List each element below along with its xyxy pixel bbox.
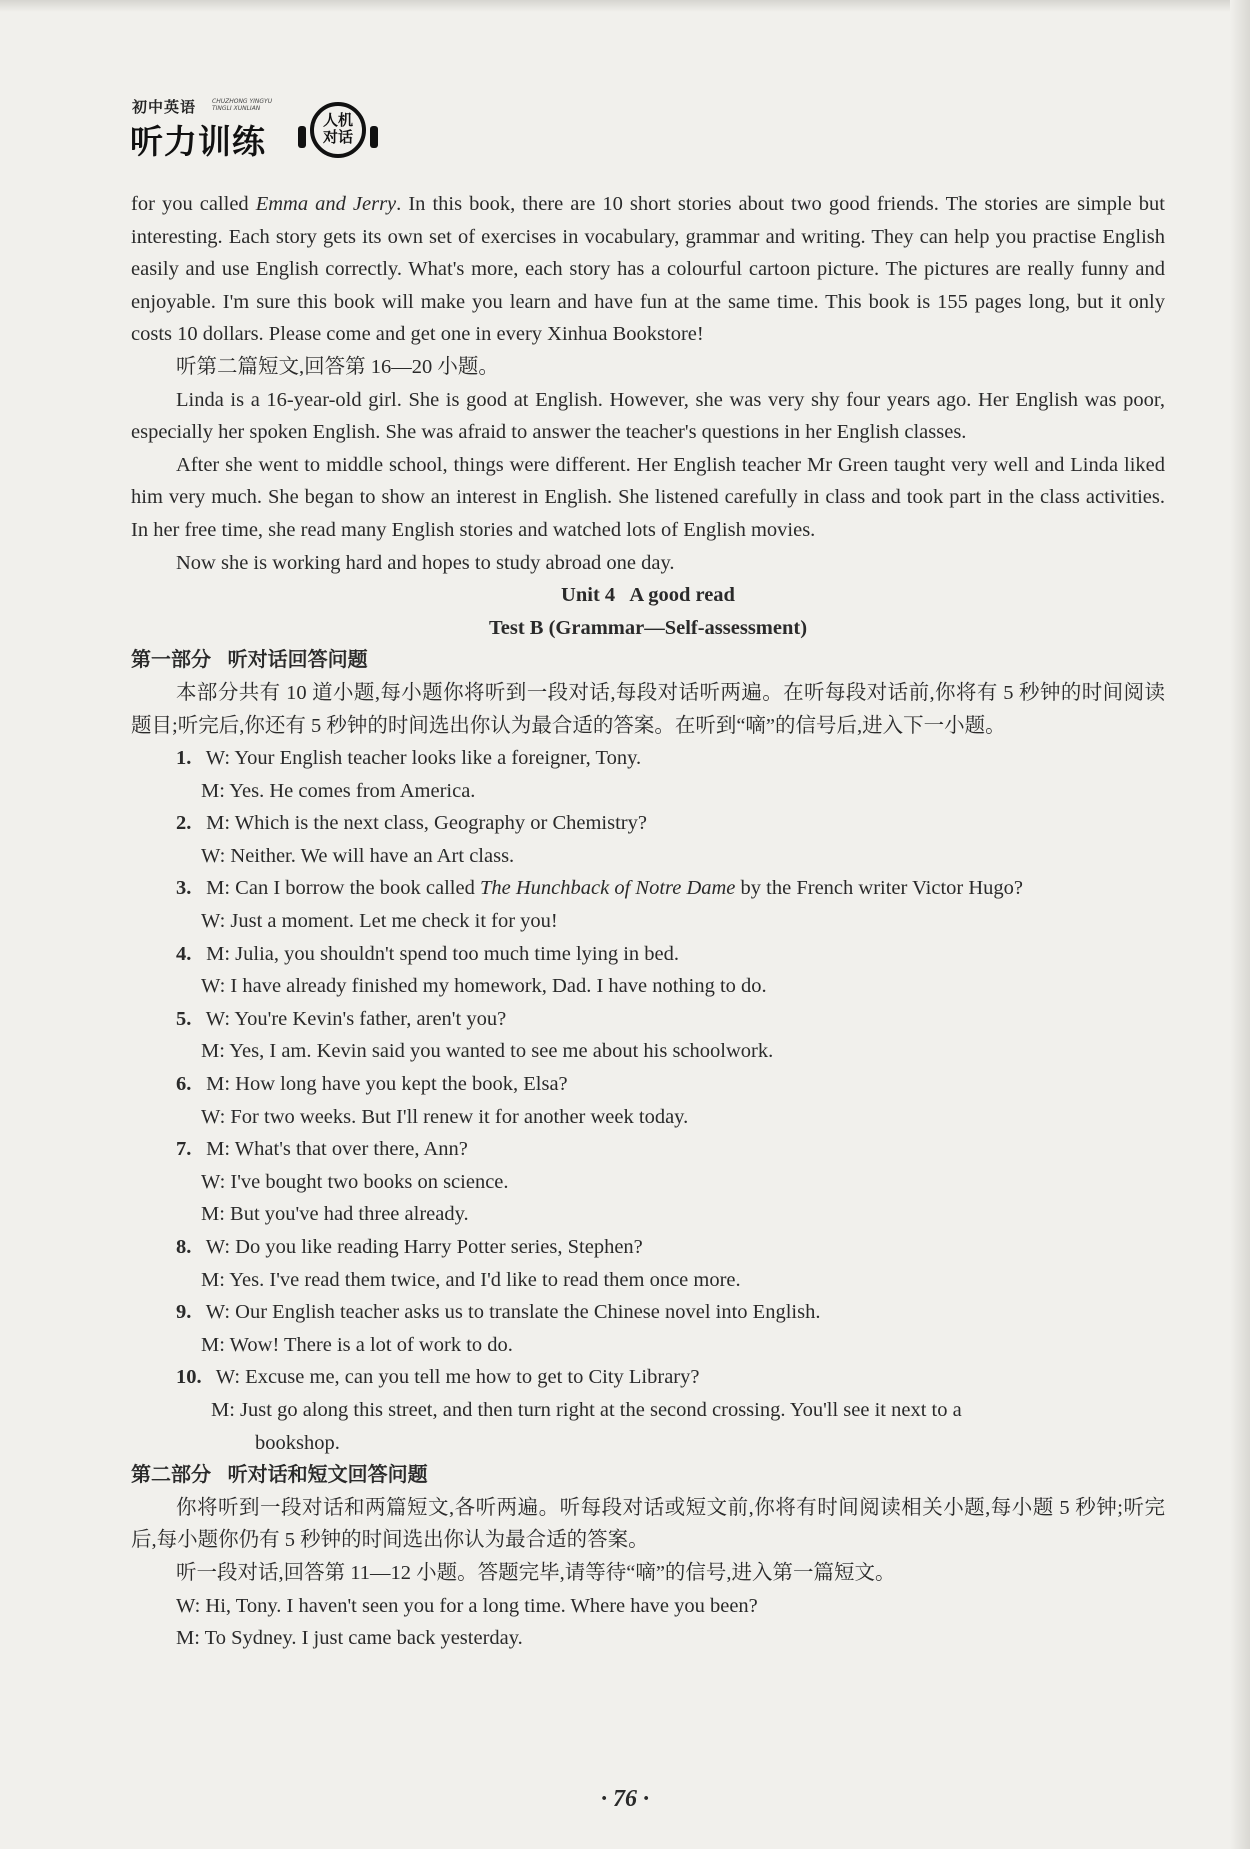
passage-paragraph: Linda is a 16-year-old girl. She is good at English. However, she was very shy four years ago. Her English was poor, especially her spoken English. She was afraid to answer the teacher's questions in her English classes.	[131, 388, 1165, 444]
page-content	[131, 188, 1165, 1655]
passage-paragraph: After she went to middle school, things were different. Her English teacher Mr Green taught very well and Linda liked him very much. She began to show an interest in English. She listened carefully in class and took part in the class activities. In her free time, she read many English stories and watched lots of English movies.	[131, 453, 1165, 541]
logo-small-text: 初中英语	[132, 98, 197, 116]
dialogue-line: W: Hi, Tony. I haven't seen you for a long time. Where have you been?	[176, 1594, 758, 1617]
series-logo	[130, 96, 400, 166]
dialogue-item: 5. W: You're Kevin's father, aren't you?	[176, 1007, 507, 1030]
dialogue-item: 3. M: Can I borrow the book called The Hunchback of Notre Dame by the French writer Victor Hugo?	[176, 877, 1024, 900]
dialogue-note: 听一段对话,回答第 11—12 小题。答题完毕,请等待“嘀”的信号,进入第一篇短文。	[176, 1561, 896, 1584]
dialogue-line-continued: bookshop.	[255, 1431, 340, 1454]
logo-pinyin: CHUZHONG YINGYU TINGLI XUNLIAN	[212, 98, 273, 112]
scan-edge-right	[1230, 0, 1250, 1849]
part-two-instructions: 你将听到一段对话和两篇短文,各听两遍。听每段对话或短文前,你将有时间阅读相关小题,每小题 5 秒钟;听完后,每小题你仍有 5 秒钟的时间选出你认为最合适的答案。	[131, 1496, 1165, 1552]
dialogue-item: 4. M: Julia, you shouldn't spend too much time lying in bed.	[176, 942, 680, 965]
dialogue-item: 7. M: What's that over there, Ann?	[176, 1138, 468, 1161]
dialogue-line: W: Neither. We will have an Art class.	[201, 844, 515, 867]
dialogue-item: 9. W: Our English teacher asks us to translate the Chinese novel into English.	[176, 1301, 821, 1324]
headphone-right-icon	[370, 126, 378, 148]
intro-paragraph: for you called Emma and Jerry. In this book, there are 10 short stories about two good friends. The stories are simple but interesting. Each story gets its own set of exercises in vocabulary, grammar and writing. They can help you practise English easily and use English correctly. What's more, each story has a colourful cartoon picture. The pictures are really funny and enjoyable. I'm sure this book will make you learn and have fun at the same time. This book is 155 pages long, but it only costs 10 dollars. Please come and get one in every Xinhua Bookstore!	[131, 193, 1166, 346]
dialogue-item: 6. M: How long have you kept the book, Elsa?	[176, 1073, 568, 1096]
dialogue-line: W: Just a moment. Let me check it for you!	[201, 910, 558, 933]
dialogue-item: 10. W: Excuse me, can you tell me how to get to City Library?	[176, 1366, 700, 1389]
dialogue-item: 1. W: Your English teacher looks like a foreigner, Tony.	[176, 747, 642, 770]
dialogue-line: W: I have already finished my homework, Dad. I have nothing to do.	[201, 975, 767, 998]
page-number: · 76 ·	[601, 1786, 649, 1812]
dialogue-item: 2. M: Which is the next class, Geography or Chemistry?	[176, 812, 647, 835]
dialogue-line: M: But you've had three already.	[201, 1203, 469, 1226]
headphone-left-icon	[298, 126, 306, 148]
passage-paragraph: Now she is working hard and hopes to study abroad one day.	[176, 551, 675, 574]
dialogue-line: M: To Sydney. I just came back yesterday.	[176, 1627, 523, 1650]
dialogue-list	[131, 742, 1165, 1459]
dialogue-line: W: I've bought two books on science.	[201, 1170, 509, 1193]
dialogue-line: M: Wow! There is a lot of work to do.	[201, 1333, 513, 1356]
dialogue-line: M: Just go along this street, and then turn right at the second crossing. You'll see it next to a	[211, 1398, 962, 1421]
dialogue-line: W: For two weeks. But I'll renew it for another week today.	[201, 1105, 689, 1128]
dialogue-line: M: Yes. He comes from America.	[201, 779, 476, 802]
unit-title: Unit 4 A good read	[561, 584, 735, 607]
dialogue-line: M: Yes. I've read them twice, and I'd like to read them once more.	[201, 1268, 741, 1291]
logo-main-text: 听力训练	[130, 122, 266, 161]
dialogue-line: M: Yes, I am. Kevin said you wanted to see me about his schoolwork.	[201, 1040, 774, 1063]
logo-badge: 人机 对话	[310, 102, 366, 158]
passage-two-note: 听第二篇短文,回答第 16—20 小题。	[176, 355, 499, 378]
unit-subtitle: Test B (Grammar—Self-assessment)	[488, 616, 808, 639]
part-one-heading: 第一部分 听对话回答问题	[131, 649, 368, 672]
scan-edge	[0, 0, 1250, 12]
part-one-instructions: 本部分共有 10 道小题,每小题你将听到一段对话,每段对话听两遍。在听每段对话前,你将有 5 秒钟的时间阅读题目;听完后,你还有 5 秒钟的时间选出你认为最合适的答案。在听到“嘀”的信号后,进入下一小题。	[131, 681, 1165, 737]
dialogue-item: 8. W: Do you like reading Harry Potter series, Stephen?	[176, 1236, 643, 1258]
part-two-heading: 第二部分 听对话和短文回答问题	[131, 1464, 428, 1487]
